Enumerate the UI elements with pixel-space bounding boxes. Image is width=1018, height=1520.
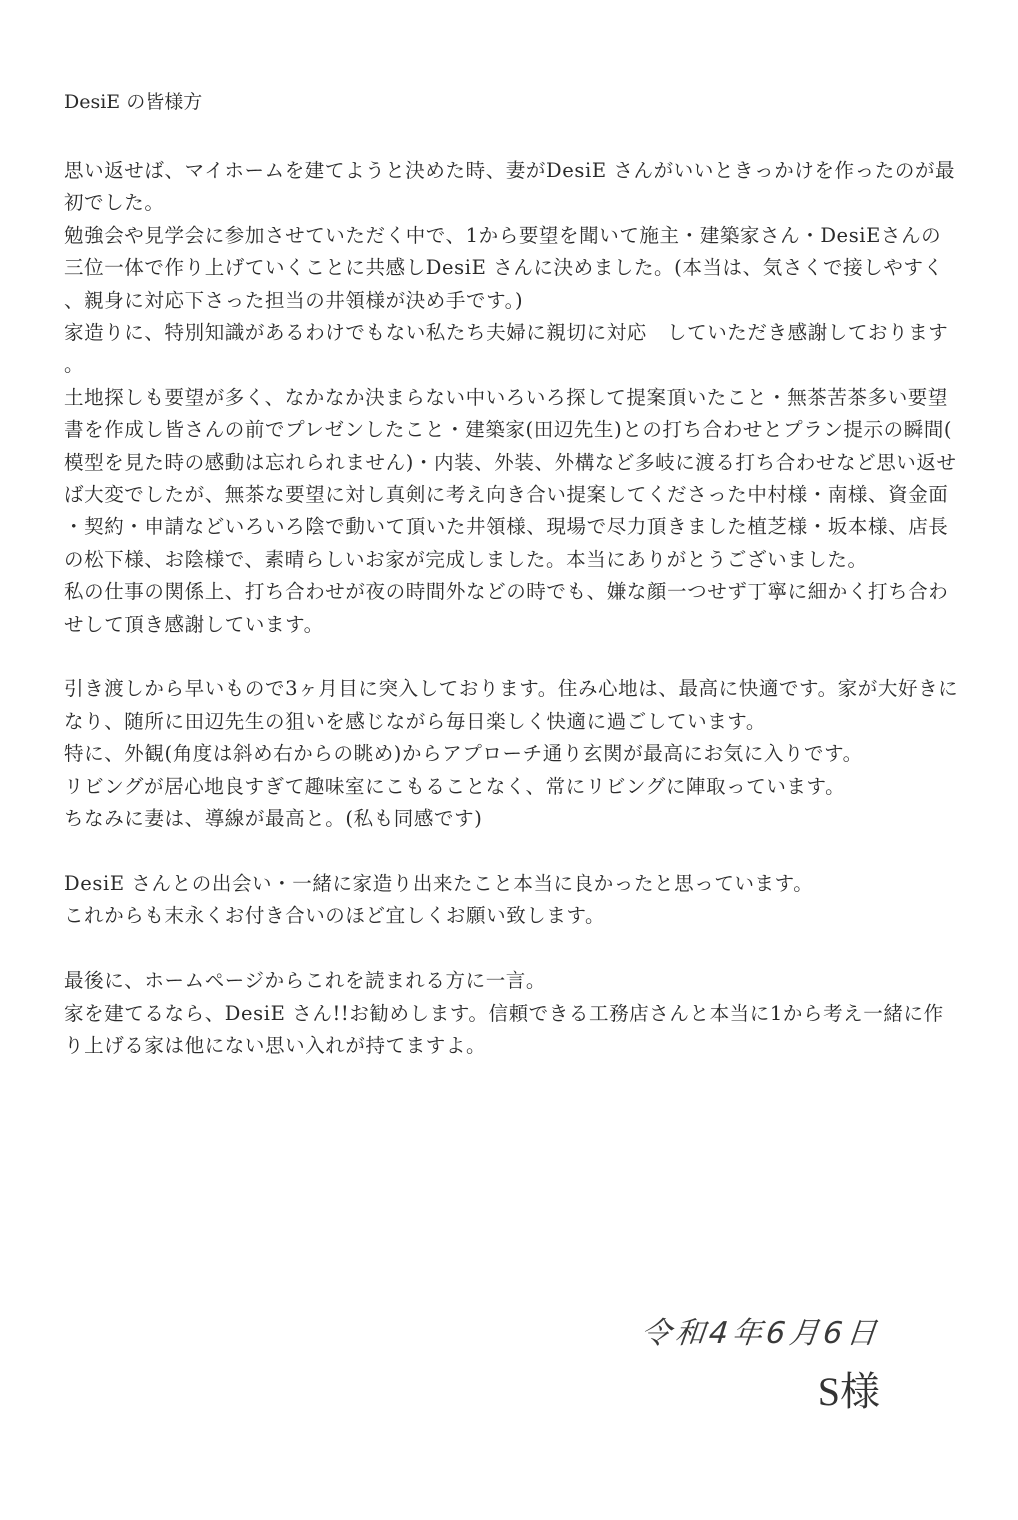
paragraph: DesiE さんとの出会い・一緒に家造り出来たこと本当に良かったと思っています。 xyxy=(64,871,814,895)
paragraph: 家を建てるなら、DesiE さん!!お勧めします。信頼できる工務店さんと本当に1から考え一緒に作り上げる家は他にない思い入れが持てますよ。 xyxy=(64,1001,944,1057)
paragraph: ちなみに妻は、導線が最高と。(私も同感です) xyxy=(64,807,483,831)
paragraph: 私の仕事の関係上、打ち合わせが夜の時間外などの時でも、嫌な顔一つせず丁寧に細かく打ち合わせして頂き感謝しています。 xyxy=(64,580,949,636)
paragraph: 土地探しも要望が多く、なかなか決まらない中いろいろ探して提案頂いたこと・無茶苦茶多い要望書を作成し皆さんの前でプレゼンしたこと・建築家(田辺先生)との打ち合わせとプラン提示の瞬間(模型を見た時の感動は忘れられません)・内装、外装、外構など多岐に渡る打ち合わせなど思い返せば大変でしたが、無茶な要望に対し真剣に考え向き合い提案してくださった中村様・南様、資金面・契約・申請などいろいろ陰で動いて頂いた井領様、現場で尽力頂きました植芝様・坂本様、店長の松下様、お陰様で、素晴らしいお家が完成しました。本当にありがとうございました。 xyxy=(64,385,957,571)
paragraph: これからも末永くお付き合いのほど宜しくお願い致します。 xyxy=(64,904,606,928)
paragraph: リビングが居心地良すぎて趣味室にこもることなく、常にリビングに陣取っています。 xyxy=(64,774,846,798)
paragraph: 勉強会や見学会に参加させていただく中で、1から要望を聞いて施主・建築家さん・DesiEさんの三位一体で作り上げていくことに共感しDesiE さんに決めました。(本当は、気さくで接しやすく、親身に対応下さった担当の井領様が決め手です。) xyxy=(64,223,944,312)
salutation: DesiE の皆様方 xyxy=(64,91,203,113)
paragraph: 特に、外観(角度は斜め右からの眺め)からアプローチ通り玄関が最高にお気に入りです。 xyxy=(64,742,863,766)
signature: S様 xyxy=(817,1369,880,1414)
paragraph: 最後に、ホームページからこれを読まれる方に一言。 xyxy=(64,969,547,993)
paragraph: 家造りに、特別知識があるわけでもない私たち夫婦に親切に対応 していただき感謝しております。 xyxy=(64,321,949,377)
paragraph: 引き渡しから早いもので3ヶ月目に突入しております。住み心地は、最高に快適です。家が大好きになり、随所に田辺先生の狙いを感じながら毎日楽しく快適に過ごしています。 xyxy=(64,677,959,733)
paragraph-spacer xyxy=(64,641,959,673)
closing-block xyxy=(638,1312,882,1420)
paragraph: 思い返せば、マイホームを建てようと決めた時、妻がDesiE さんがいいときっかけを作ったのが最初でした。 xyxy=(64,159,956,215)
paragraph-spacer xyxy=(64,836,959,868)
handwritten-date: 令和4年6月6日 xyxy=(638,1316,882,1351)
letter-body xyxy=(64,155,959,1062)
paragraph-spacer xyxy=(64,933,959,965)
